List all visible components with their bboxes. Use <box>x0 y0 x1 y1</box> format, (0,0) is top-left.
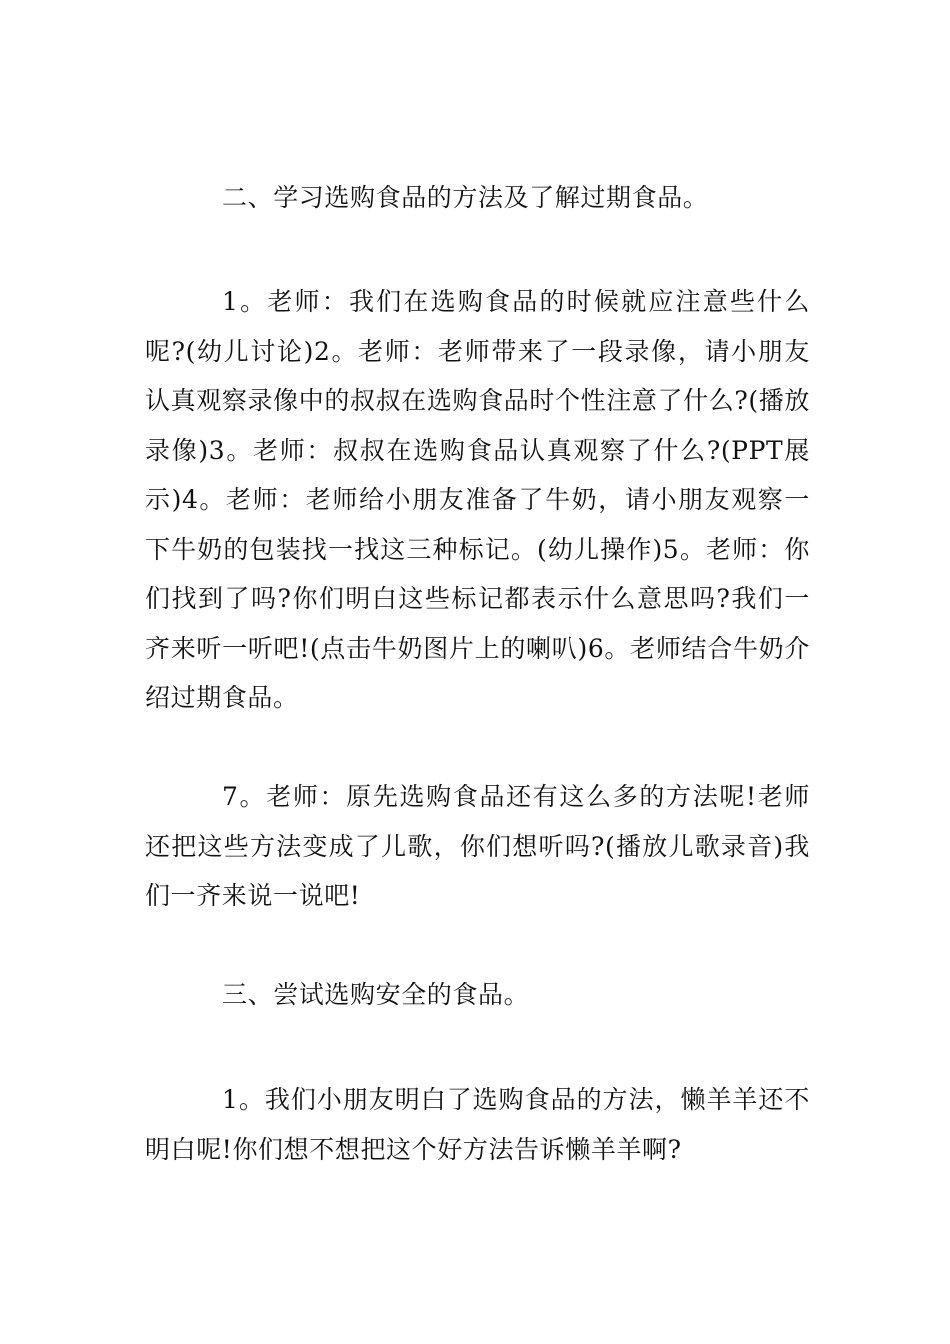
body-paragraph-song: 7。老师：原先选购食品还有这么多的方法呢!老师还把这些方法变成了儿歌，你们想听吗?(播放儿歌录音)我们一齐来说一说吧! <box>145 782 810 910</box>
section-heading-2: 二、学习选购食品的方法及了解过期食品。 <box>222 183 709 212</box>
body-paragraph-steps: 1。老师：我们在选购食品的时候就应注意些什么呢?(幼儿讨论)2。老师：老师带来了一段录像，请小朋友认真观察录像中的叔叔在选购食品时个性注意了什么?(播放录像)3。老师：叔叔在选购食品认真观察了什么?(PPT展示)4。老师：老师给小朋友准备了牛奶，请小朋友观察一下牛奶的包装找一找这三种标记。(幼儿操作)5。老师：你们找到了吗?你们明白这些标记都表示什么意思吗?我们一齐来听一听吧!(点击牛奶图片上的喇叭)6。老师结合牛奶介绍过期食品。 <box>145 287 810 712</box>
body-paragraph-lanyangyang: 1。我们小朋友明白了选购食品的方法，懒羊羊还不明白呢!你们想不想把这个好方法告诉懒羊羊啊? <box>145 1085 810 1164</box>
section-heading-3: 三、尝试选购安全的食品。 <box>222 980 530 1009</box>
